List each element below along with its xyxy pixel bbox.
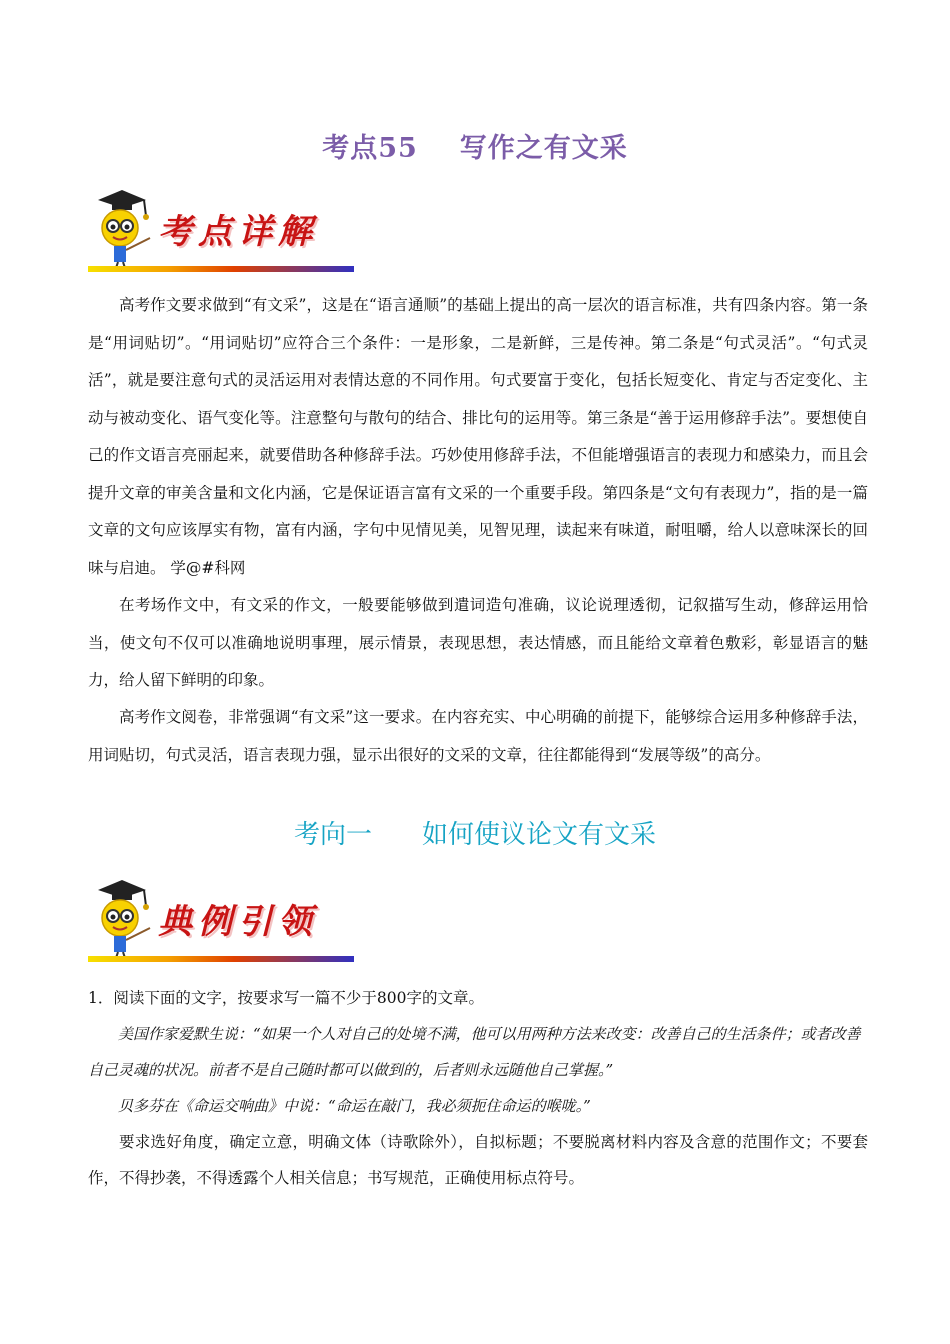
banner-gradient-bar xyxy=(88,266,354,272)
section-text: 如何使议论文有文采 xyxy=(422,820,657,850)
banner-gradient-bar xyxy=(88,956,354,962)
graduate-mascot-icon xyxy=(88,876,152,958)
graduate-mascot-icon xyxy=(88,186,152,268)
intro-paragraph-2: 在考场作文中，有文采的作文，一般要能够做到遣词造句准确，议论说理透彻，记叙描写生动，修辞运用恰当，使文句不仅可以准确地说明事理，展示情景，表现思想，表达情感，而且能给文章着色敷彩，彰显语言的魅力，给人留下鲜明的印象。 xyxy=(88,596,868,689)
banner-label: 考点详解 xyxy=(158,212,318,252)
intro-paragraph-1: 高考作文要求做到“有文采”，这是在“语言通顺”的基础上提出的高一层次的语言标准，共有四条内容。第一条是“用词贴切”。“用词贴切”应符合三个条件：一是形象，二是新鲜，三是传神。第二条是“句式灵活”。“句式灵活”，就是要注意句式的灵活运用对表情达意的不同作用。句式要富于变化，包括长短变化、肯定与否定变化、主动与被动变化、语气变化等。注意整句与散句的结合、排比句的运用等。第三条是“善于运用修辞手法”。要想使自己的作文语言亮丽起来，就要借助各种修辞手法。巧妙使用修辞手法，不但能增强语言的表现力和感染力，而且会提升文章的审美含量和文化内涵，它是保证语言富有文采的一个重要手段。第四条是“文句有表现力”，指的是一篇文章的文句应该厚实有物，富有内涵，字句中见情见美，见智见理，读起来有味道，耐咀嚼，给人以意味深长的回味与启迪。 学@#科网 xyxy=(88,296,868,577)
section-title xyxy=(0,814,950,851)
quote-beethoven: 贝多芬在《命运交响曲》中说：“命运在敲门，我必须扼住命运的喉咙。” xyxy=(118,1097,591,1115)
page-title xyxy=(0,126,950,165)
title-text: 写作之有文采 xyxy=(459,133,628,164)
question-stem: 1．阅读下面的文字，按要求写一篇不少于800字的文章。 xyxy=(88,989,484,1007)
banner-label: 典例引领 xyxy=(158,902,318,942)
section-number: 考向一 xyxy=(293,820,372,850)
writing-requirement: 要求选好角度，确定立意，明确文体（诗歌除外），自拟标题；不要脱离材料内容及含意的范围作文；不要套作，不得抄袭，不得透露个人相关信息；书写规范，正确使用标点符号。 xyxy=(88,1133,868,1187)
section-banner-dianli xyxy=(88,876,356,962)
intro-paragraph-3: 高考作文阅卷，非常强调“有文采”这一要求。在内容充实、中心明确的前提下，能够综合运用多种修辞手法，用词贴切，句式灵活，语言表现力强，显示出很好的文采的文章，往往都能得到“发展等级”的高分。 xyxy=(88,708,868,764)
section-banner-kaodian xyxy=(88,186,356,272)
quote-emerson: 美国作家爱默生说：“如果一个人对自己的处境不满，他可以用两种方法来改变：改善自己的生活条件；或者改善自己灵魂的状况。前者不是自己随时都可以做到的，后者则永远随他自己掌握。” xyxy=(88,1025,861,1079)
title-number: 考点55 xyxy=(322,133,418,164)
